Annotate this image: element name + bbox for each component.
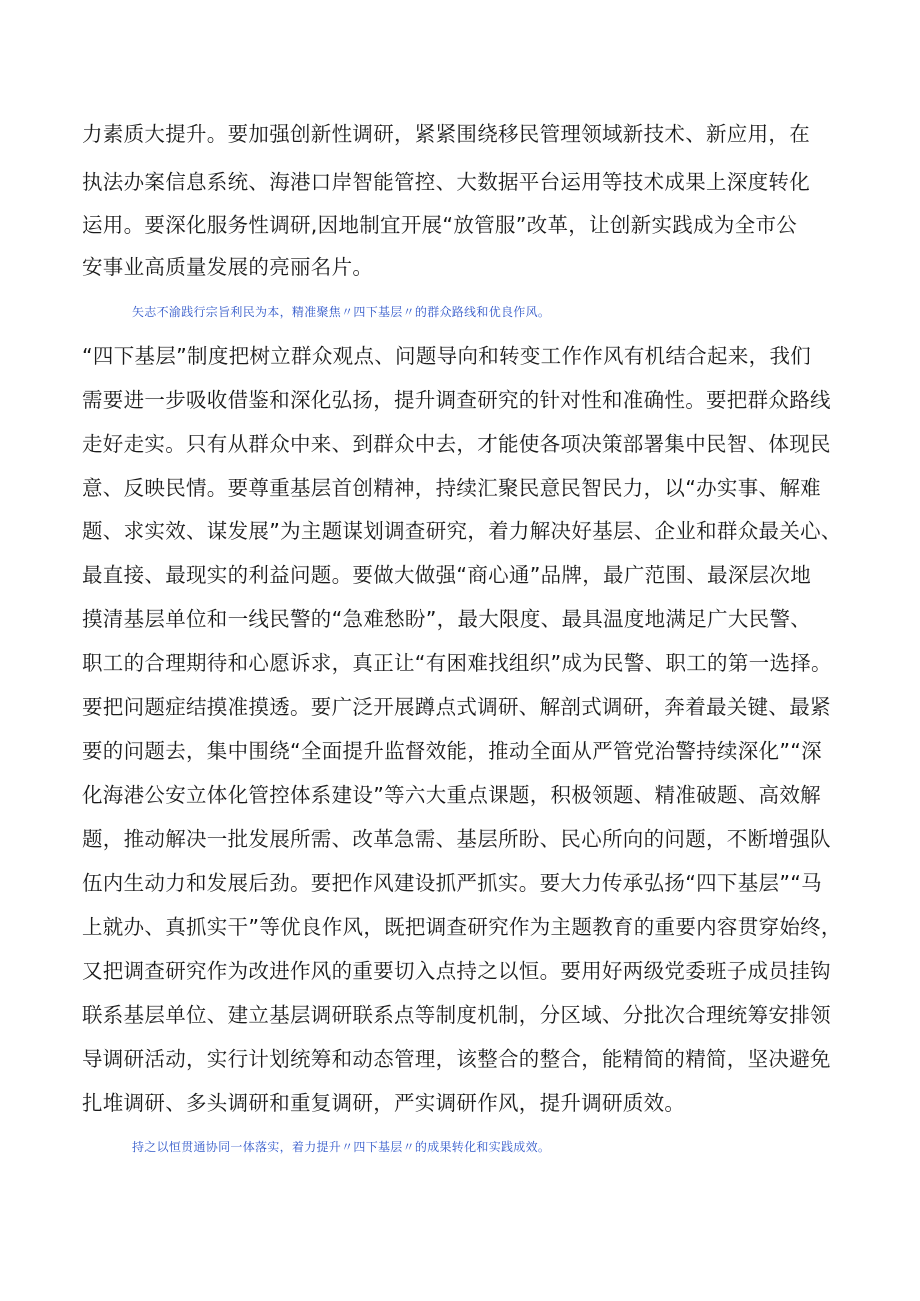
body-line: 题、求实效、谋发展”为主题谋划调查研究，着力解决好基层、企业和群众最关心、 <box>82 519 842 543</box>
body-line: 最直接、最现实的利益问题。要做大做强“商心通”品牌，最广范围、最深层次地 <box>82 563 812 587</box>
body-line: 上就办、真抓实干”等优良作风，既把调查研究作为主题教育的重要内容贯穿始终， <box>82 915 842 939</box>
body-line: 安事业高质量发展的亮丽名片。 <box>82 255 374 279</box>
body-line: 执法办案信息系统、海港口岸智能管控、大数据平台运用等技术成果上深度转化 <box>82 170 810 194</box>
section-heading: 持之以恒贯通协同一体落实，着力提升〃四下基层〃的成果转化和实践成效。 <box>132 1140 551 1154</box>
body-line: 又把调查研究作为改进作风的重要切入点持之以恒。要用好两级党委班子成员挂钩 <box>82 959 831 983</box>
body-line: 力素质大提升。要加强创新性调研，紧紧围绕移民管理领域新技术、新应用，在 <box>82 122 810 146</box>
body-line: 扎堆调研、多头调研和重复调研，严实调研作风，提升调研质效。 <box>82 1091 686 1115</box>
section-heading: 矢志不渝践行宗旨利民为本，精准聚焦〃四下基层〃的群众路线和优良作风。 <box>132 305 551 319</box>
body-line: 联系基层单位、建立基层调研联系点等制度机制，分区域、分批次合理统筹安排领 <box>82 1003 831 1027</box>
body-line: “四下基层”制度把树立群众观点、问题导向和转变工作作风有机结合起来，我们 <box>82 344 812 368</box>
body-line: 伍内生动力和发展后劲。要把作风建设抓严抓实。要大力传承弘扬“四下基层”“马 <box>82 871 822 895</box>
body-line: 意、反映民情。要尊重基层首创精神，持续汇聚民意民智民力，以“办实事、解难 <box>82 476 821 500</box>
body-line: 需要进一步吸收借鉴和深化弘扬，提升调查研究的针对性和准确性。要把群众路线 <box>82 388 831 412</box>
body-line: 导调研活动，实行计划统筹和动态管理，该整合的整合，能精简的精简，坚决避免 <box>82 1047 831 1071</box>
body-line: 要把问题症结摸准摸透。要广泛开展蹲点式调研、解剖式调研，奔着最关键、最紧 <box>82 695 831 719</box>
body-line: 走好走实。只有从群众中来、到群众中去，才能使各项决策部署集中民智、体现民 <box>82 432 831 456</box>
body-line: 运用。要深化服务性调研,因地制宜开展“放管服”改革，让创新实践成为全市公 <box>82 213 798 237</box>
body-line: 化海港公安立体化管控体系建设”等六大重点课题，积极领题、精准破题、高效解 <box>82 783 821 807</box>
body-line: 题，推动解决一批发展所需、改革急需、基层所盼、民心所向的问题，不断增强队 <box>82 827 831 851</box>
body-line: 职工的合理期待和心愿诉求，真正让“有困难找组织”成为民警、职工的第一选择。 <box>82 651 832 675</box>
body-line: 摸清基层单位和一线民警的“急难愁盼”，最大限度、最具温度地满足广大民警、 <box>82 607 812 631</box>
body-line: 要的问题去，集中围绕“全面提升监督效能，推动全面从严管党治警持续深化”“深 <box>82 739 822 763</box>
